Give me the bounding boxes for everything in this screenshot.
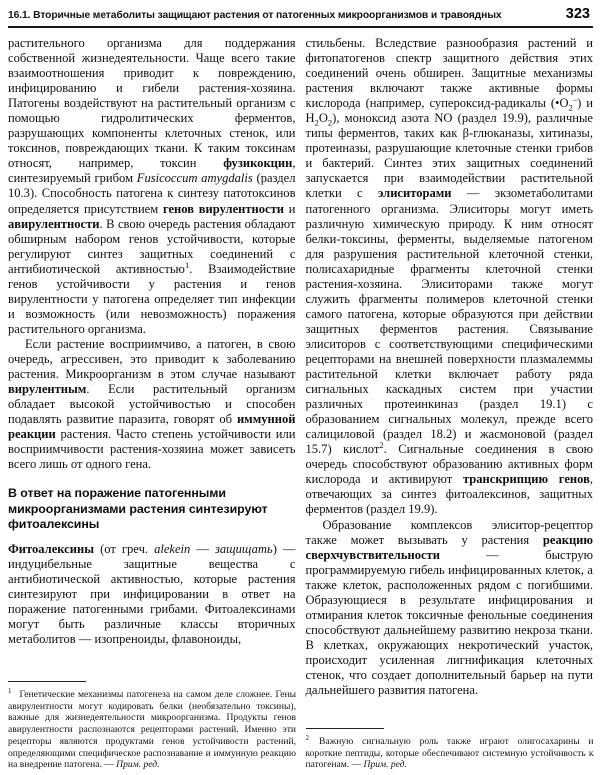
- footnote-right: [305, 733, 594, 771]
- paragraph: Если растение восприимчиво, а патоген, в свою очередь, агрессивен, это приводит к заболеванию растения. Микроорганизм в этом случае называют вирулентным. Если растительный организм обладает высокой устойчивостью и способен подавлять развитие паразита, говорят об иммунной реакции растения. Часто степень устойчивости или восприимчивости растения-хозяина может зависеть всего лишь от одного гена.: [8, 336, 296, 472]
- footnote-separator: [306, 728, 384, 729]
- footnote-separator: [8, 681, 86, 682]
- left-paragraphs: [8, 36, 296, 472]
- page-number: 323: [565, 6, 590, 22]
- footnote-marker: 1: [8, 686, 12, 695]
- paragraph: стильбены. Вследствие разнообразия растений и фитопатогенов спектр защитного действия этих соединений очень обширен. Защитные механизмы растения включают также активные формы кислорода (например, супероксид-радикалы $(•O_2^-)$ и $H_2O_2$), моноксид азота NO (раздел 19.9), различные типы ферментов, таких как β-глюканазы, хитиназы, протеиназы, разрушающие клеточные стенки грибов и бактерий. Синтез этих защитных соединений запускается при взаимодействии растительной клетки с элиситорами — экзометаболитами патогенного организма. Элиситоры могут иметь различную химическую природу. К ним относят белки-токсины, ферменты, выделяемые патогеном для разрушения растительной клеточной стенки, полисахаридные фрагменты клеточной стенки растения-хозяина. Элиситорами также могут служить фрагменты полимеров клеточной стенки самого патогена, которые образуются при действии защитных ферментов растения. Связывание элиситоров с соответствующими специфическими рецепторами на внешней поверхности плазмалеммы растительной клетки включает работу ряда сигнальных каскадных систем при участии различных протеинкиназ (раздел 19.1) с образованием сигнальных молекул, прежде всего салициловой (раздел 18.2) и жасмоновой (раздел 15.7) кислот$^2$. Сигнальные соединения в свою очередь способствуют образованию активных форм кислорода и активируют транскрипцию генов, отвечающих за синтез фитоалексинов, защитных ферментов (раздел 19.9).: [305, 36, 593, 517]
- footnote-marker: 2: [305, 733, 309, 742]
- paragraph: Образование комплексов элиситор-рецептор также может вызывать у растения реакцию сверхчувствительности — быструю программируемую гибель инфицированных клеток, а также клеток, расположенных рядом с погибшими. Образующиеся в результате инфицирования и отмирания клеток токсичные фенольные соединения способствуют дальнейшему развитию некроза ткани. В клетках, окружающих некротический участок, происходит усиленная лигнификация клеточных стенок, что создает дополнительный барьер на пути дальнейшего развития патогена.: [305, 517, 593, 698]
- body-columns: [8, 36, 593, 771]
- running-head-title: 16.1. Вторичные метаболиты защищают растения от патогенных микроорганизмов и травоядных: [8, 10, 502, 21]
- right-footnote-block: [306, 728, 594, 771]
- footnote-left: [8, 686, 296, 771]
- section-heading: В ответ на поражение патогенными микроорганизмами растения синтезируют фитоалексины: [8, 486, 268, 531]
- left-column: [8, 36, 296, 771]
- left-footnote-block: [8, 681, 296, 771]
- footnote-source: Прим. ред.: [116, 759, 160, 771]
- right-column-body: [306, 36, 594, 698]
- footnote-text: Генетические механизмы патогенеза на самом деле сложнее. Гены авирулентности могут кодировать белки (необязательно токсины), важные для жизнедеятельности микроорганизма. Продукты генов авирулентности распознаются рецепторами растений. Именно эти рецепторы являются продуктами генов устойчивости растений, определяющими специфическое распознавание и иммунную реакцию на внедрение патогена. —: [8, 688, 296, 771]
- paragraph: Фитоалексины (от греч. alekein — защищать) — индуцибельные защитные вещества с антибиотической активностью, которые растения синтезируют при инфицировании в ответ на поражение патогенными грибами. Фитоалексинами могут быть различные классы вторичных метаболитов — изопреноиды, флавоноиды,: [8, 541, 296, 647]
- left-paragraphs-after-heading: [8, 542, 296, 647]
- paragraph: растительного организма для поддержания собственной жизнедеятельности. Чаще всего такие взаимоотношения приводит к повреждению, инфицированию и гибели растения-хозяина. Патогены воздействуют на растительный организм с помощью гидролитических ферментов, разрушающих компоненты клеточных стенок, или токсинов, повреждающих ткани. К таким токсинам относят, например, токсин фузикокцин, синтезируемый грибом Fusicoccum amygdalis (раздел 10.3). Способность патогена к синтезу патотоксинов определяется присутствием генов вирулентности и авирулентности. В свою очередь растения обладают обширным набором генов устойчивости, которые регулируют синтез защитных соединений с антибиотической активностью$^1$. Взаимодействие генов устойчивости у растения и генов вирулентности у патогена определяет тип инфекции и возможность (или невозможность) поражения растительного организма.: [8, 36, 296, 336]
- right-column: [306, 36, 594, 771]
- footnote-text: Важную сигнальную роль также играют олигосахарины и короткие пептиды, которые обеспечивают системную устойчивость к патогенам. —: [305, 735, 594, 771]
- running-head: [8, 6, 592, 26]
- right-paragraphs: [306, 36, 594, 698]
- running-head-rule: [8, 26, 593, 28]
- left-column-body: [8, 36, 296, 647]
- footnote-source: Прим. ред.: [363, 759, 407, 771]
